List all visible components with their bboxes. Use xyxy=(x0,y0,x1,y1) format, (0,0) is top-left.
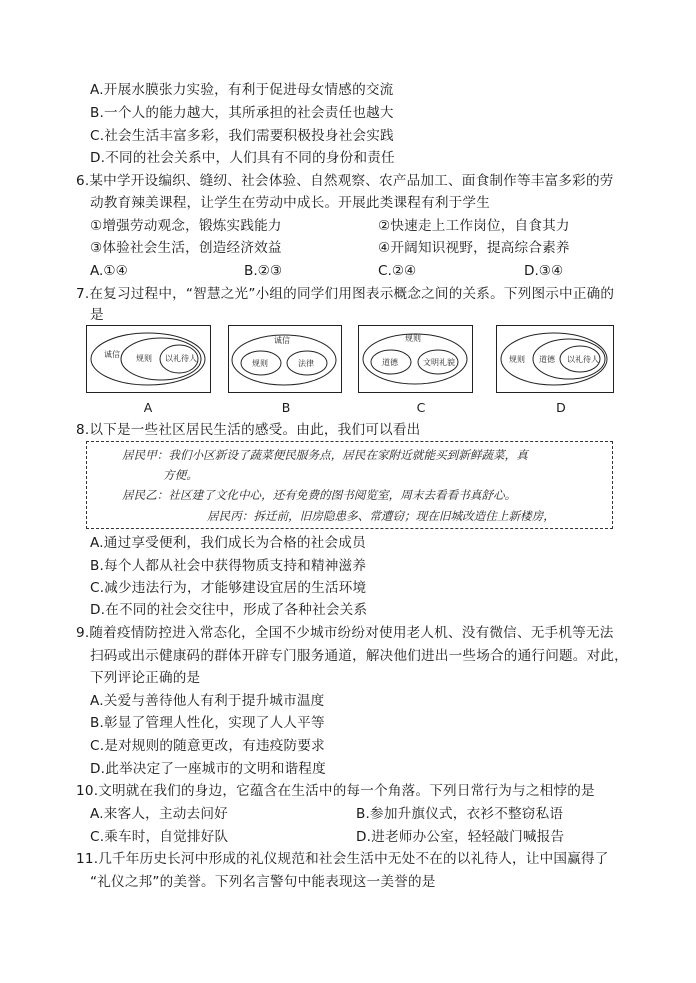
diagram-d xyxy=(496,325,614,393)
q6-stem-line1: 6.某中学开设编织、缝纫、社会体验、自然观察、农产品加工、面食制作等丰富多彩的劳 xyxy=(76,173,614,189)
diagram-c-letter: C xyxy=(416,400,426,415)
q10-option-c: C.乘车时，自觉排好队 xyxy=(90,829,229,845)
q6-option-d: D.③④ xyxy=(524,263,564,279)
diagram-d-inner-label: 以礼待人 xyxy=(567,355,599,364)
q8-option-b: B.每个人都从社会中获得物质支持和精神滋养 xyxy=(90,558,367,574)
diagram-c-svg xyxy=(359,326,471,391)
q6-stem-line2: 动教育辣美课程，让学生在劳动中成长。开展此类课程有利于学生 xyxy=(90,195,491,211)
diagram-a-svg xyxy=(87,326,209,391)
q5-option-c: C.社会生活丰富多彩，我们需要积极投身社会实践 xyxy=(90,128,394,144)
q8-quote-1-line2: 方便。 xyxy=(163,468,198,482)
diagram-c-right-label: 文明礼貌 xyxy=(423,358,455,367)
diagram-b-left-label: 规则 xyxy=(252,359,268,368)
diagram-d-outer-label: 规则 xyxy=(509,355,525,364)
q8-option-d: D.在不同的社会交往中，形成了各种社会关系 xyxy=(90,602,368,618)
q6-item-2: ②快速走上工作岗位，自食其力 xyxy=(378,218,570,234)
diagram-b xyxy=(228,325,342,393)
q8-quote-3: 居民丙：拆迁前，旧房隐患多、常遭窃；现在旧城改造住上新楼房， xyxy=(207,509,555,523)
q5-option-b: B.一个人的能力越大，其所承担的社会责任也越大 xyxy=(90,105,394,121)
diagram-c xyxy=(358,325,473,393)
diagram-c-outer-label: 规则 xyxy=(405,334,421,343)
q9-stem-line1: 9.随着疫情防控进入常态化，全国不少城市纷纷对使用老人机、没有微信、无手机等无法 xyxy=(76,625,614,641)
diagram-d-letter: D xyxy=(556,400,566,415)
diagram-a-inner-label: 以礼待人 xyxy=(165,354,197,363)
q8-stem: 8.以下是一些社区居民生活的感受。由此，我们可以看出 xyxy=(76,422,421,438)
q11-stem-line1: 11.几千年历史长河中形成的礼仪规范和社会生活中无处不在的以礼待人，让中国赢得了 xyxy=(76,851,609,867)
diagram-b-letter: B xyxy=(281,400,291,415)
q7-stem-line2: 是 xyxy=(90,307,104,323)
diagram-a-outer-label: 诚信 xyxy=(104,350,120,359)
q6-option-c: C.②④ xyxy=(378,263,417,279)
q9-stem-line2: 扫码或出示健康码的群体开辟专门服务通道，解决他们进出一些场合的通行问题。对此， xyxy=(90,648,628,664)
q9-option-b: B.彰显了管理人性化，实现了人人平等 xyxy=(90,715,325,731)
diagram-c-left-label: 道德 xyxy=(382,358,398,367)
q8-quote-1-line1: 居民甲：我们小区新设了蔬菜便民服务点，居民在家附近就能买到新鲜蔬菜，真 xyxy=(122,448,528,462)
q10-option-a: A.来客人，主动去问好 xyxy=(90,806,228,822)
diagram-b-outer-label: 诚信 xyxy=(274,336,290,345)
diagram-a-mid-label: 规则 xyxy=(136,354,152,363)
diagram-a xyxy=(86,325,211,393)
diagram-d-svg xyxy=(497,326,612,391)
q7-stem-line1: 7.在复习过程中，“智慧之光”小组的同学们用图表示概念之间的关系。下列图示中正确的 xyxy=(76,286,615,302)
q9-stem-line3: 下列评论正确的是 xyxy=(90,670,201,686)
diagram-d-mid-label: 道德 xyxy=(539,355,555,364)
q9-option-d: D.此举决定了一座城市的文明和谐程度 xyxy=(90,761,326,777)
q6-option-a: A.①④ xyxy=(90,263,128,279)
diagram-b-right-label: 法律 xyxy=(298,359,314,368)
q5-option-a: A.开展水膜张力实验，有利于促进母女情感的交流 xyxy=(90,82,394,98)
diagram-b-svg xyxy=(229,326,340,391)
q6-item-4: ④开阔知识视野，提高综合素养 xyxy=(378,240,570,256)
q11-stem-line2: “礼仪之邦”的美誉。下列名言警句中能表现这一美誉的是 xyxy=(90,874,436,890)
diagram-a-letter: A xyxy=(143,400,153,415)
q10-option-b: B.参加升旗仪式，衣衫不整窃私语 xyxy=(356,806,564,822)
q6-item-1: ①增强劳动观念，锻炼实践能力 xyxy=(90,218,282,234)
q8-quote-2: 居民乙：社区建了文化中心，还有免费的图书阅览室，周末去看看书真舒心。 xyxy=(122,488,517,502)
q10-option-d: D.进老师办公室，轻轻敲门喊报告 xyxy=(356,829,565,845)
q10-stem: 10.文明就在我们的身边，它蕴含在生活中的每一个角落。下列日常行为与之相悖的是 xyxy=(76,783,595,799)
q9-option-a: A.关爱与善待他人有利于提升城市温度 xyxy=(90,693,325,709)
q9-option-c: C.是对规则的随意更改，有违疫防要求 xyxy=(90,738,325,754)
q6-option-b: B.②③ xyxy=(244,263,283,279)
q8-option-c: C.减少违法行为，才能够建设宜居的生活环境 xyxy=(90,580,367,596)
q8-option-a: A.通过享受便利，我们成长为合格的社会成员 xyxy=(90,535,366,551)
q6-item-3: ③体验社会生活，创造经济效益 xyxy=(90,240,282,256)
q5-option-d: D.不同的社会关系中，人们具有不同的身份和责任 xyxy=(90,150,395,166)
